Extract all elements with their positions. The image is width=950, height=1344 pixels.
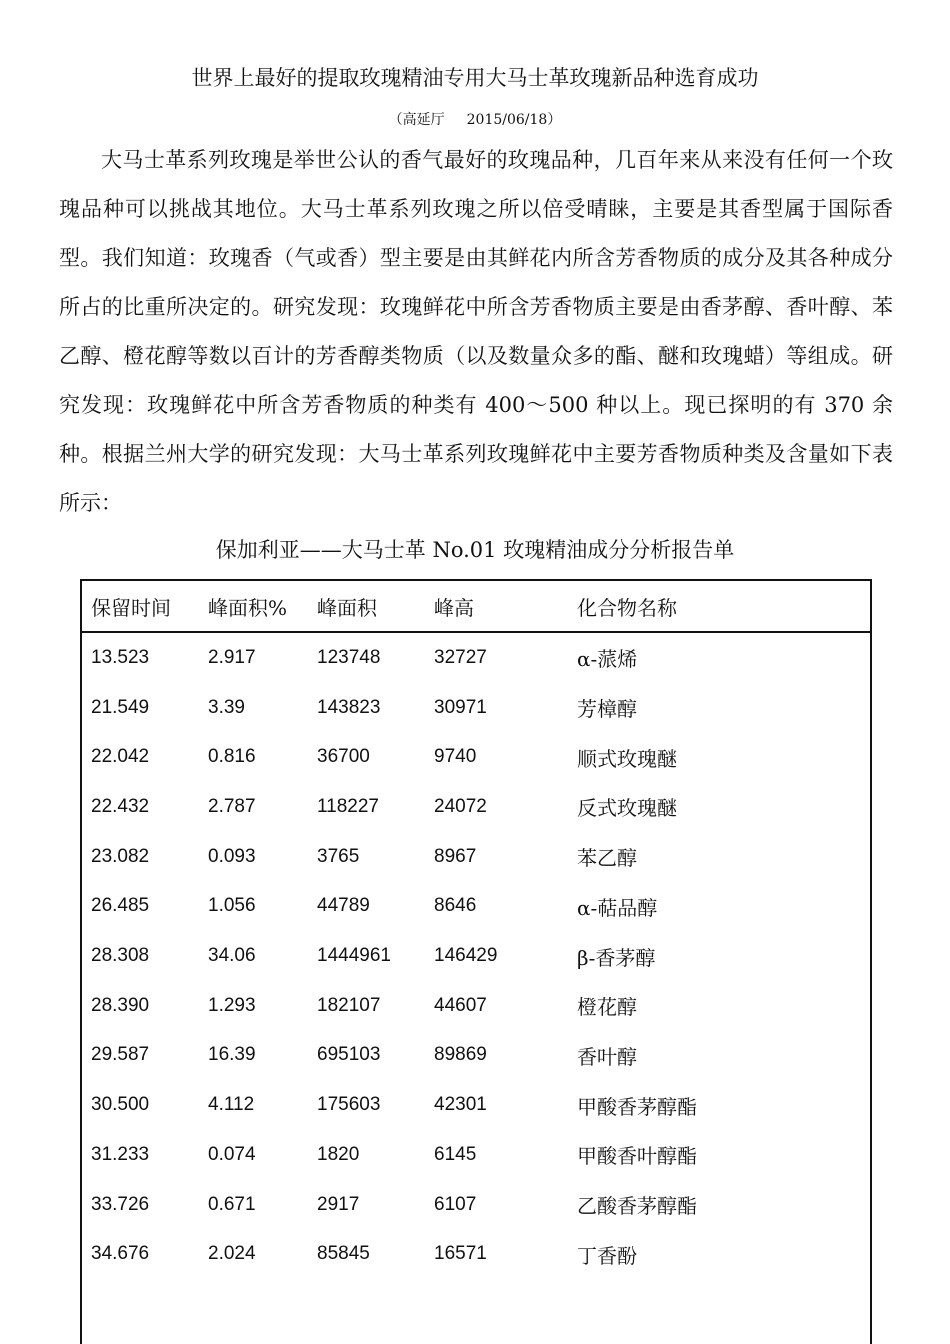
table-row	[82, 832, 870, 882]
cell-compound-name: α-萜品醇	[577, 895, 658, 920]
cell-peak-area-percent: 0.671	[208, 1193, 256, 1215]
table-header-row	[82, 581, 870, 633]
cell-retention-time: 28.390	[91, 994, 150, 1016]
table-row	[82, 931, 870, 981]
cell-peak-area: 1820	[317, 1143, 360, 1165]
cell-retention-time: 33.726	[91, 1193, 150, 1215]
cell-peak-area: 118227	[317, 795, 379, 817]
cell-peak-area-percent: 1.056	[208, 895, 256, 917]
cell-peak-height: 30971	[434, 696, 487, 718]
cell-retention-time: 31.233	[91, 1143, 150, 1165]
table-row	[82, 882, 870, 932]
table-row	[82, 732, 870, 782]
table-row	[82, 1180, 870, 1230]
cell-retention-time: 13.523	[91, 646, 150, 668]
table-row	[82, 782, 870, 832]
cell-peak-height: 6145	[434, 1143, 477, 1165]
cell-peak-height: 8967	[434, 845, 477, 867]
header-peak-area-percent: 峰面积%	[208, 595, 288, 620]
cell-peak-height: 89869	[434, 1044, 487, 1066]
cell-peak-area-percent: 3.39	[208, 696, 245, 718]
cell-retention-time: 22.432	[91, 795, 150, 817]
cell-compound-name: 丁香酚	[577, 1243, 637, 1268]
cell-compound-name: α-蒎烯	[577, 647, 638, 672]
byline-open-paren: （	[388, 112, 403, 128]
cell-retention-time: 23.082	[91, 845, 150, 867]
cell-compound-name: 反式玫瑰醚	[577, 796, 677, 821]
cell-peak-height: 9740	[434, 746, 477, 768]
cell-peak-height: 32727	[434, 646, 487, 668]
cell-peak-area: 695103	[317, 1044, 381, 1066]
composition-table	[80, 579, 872, 1344]
table-row	[82, 1130, 870, 1180]
cell-peak-area: 143823	[317, 696, 381, 718]
body-paragraph: 大马士革系列玫瑰是举世公认的香气最好的玫瑰品种，几百年来从来没有任何一个玫瑰品种可以挑战其地位。大马士革系列玫瑰之所以倍受晴睐，主要是其香型属于国际香型。我们知道：玫瑰香（气或香）型主要是由其鲜花内所含芳香物质的成分及其各种成分所占的比重所决定的。研究发现：玫瑰鲜花中所含芳香物质主要是由香茅醇、香叶醇、苯乙醇、橙花醇等数以百计的芳香醇类物质（以及数量众多的酯、醚和玫瑰蜡）等组成。研究发现：玫瑰鲜花中所含芳香物质的种类有 400～500 种以上。现已探明的有 370 余种。根据兰州大学的研究发现：大马士革系列玫瑰鲜花中主要芳香物质种类及含量如下表所示：	[59, 148, 893, 515]
cell-peak-area-percent: 2.917	[208, 646, 256, 668]
cell-retention-time: 21.549	[91, 696, 150, 718]
header-peak-height: 峰高	[434, 595, 474, 620]
cell-compound-name: 甲酸香叶醇酯	[577, 1144, 697, 1169]
cell-peak-area: 175603	[317, 1094, 381, 1116]
table-row	[82, 1031, 870, 1081]
cell-peak-height: 8646	[434, 895, 477, 917]
table-row	[82, 633, 870, 683]
cell-peak-area-percent: 2.024	[208, 1243, 256, 1265]
cell-peak-area: 182107	[317, 994, 381, 1016]
cell-retention-time: 34.676	[91, 1243, 150, 1265]
cell-compound-name: 香叶醇	[577, 1044, 637, 1069]
header-peak-area: 峰面积	[317, 595, 377, 620]
table-row	[82, 683, 870, 733]
byline-close-paren: ）	[547, 112, 562, 128]
cell-peak-area-percent: 16.39	[208, 1044, 256, 1066]
cell-peak-height: 16571	[434, 1243, 487, 1265]
cell-peak-area: 85845	[317, 1243, 370, 1265]
cell-peak-area: 123748	[317, 646, 381, 668]
cell-peak-area: 3765	[317, 845, 360, 867]
header-retention-time: 保留时间	[91, 595, 171, 620]
cell-compound-name: β-香茅醇	[577, 945, 656, 970]
byline-date: 2015/06/18	[466, 112, 548, 128]
cell-compound-name: 顺式玫瑰醚	[577, 746, 677, 771]
cell-peak-area-percent: 1.293	[208, 994, 256, 1016]
table-row	[82, 1080, 870, 1130]
header-compound-name: 化合物名称	[577, 595, 677, 620]
cell-peak-area-percent: 4.112	[208, 1094, 255, 1116]
cell-compound-name: 芳樟醇	[577, 697, 637, 722]
cell-peak-area-percent: 2.787	[208, 795, 256, 817]
byline-author: 高延厅	[402, 112, 445, 128]
table-row	[82, 981, 870, 1031]
page-title: 世界上最好的提取玫瑰精油专用大马士革玫瑰新品种选育成功	[191, 66, 759, 90]
cell-retention-time: 29.587	[91, 1044, 150, 1066]
cell-peak-height: 42301	[434, 1094, 487, 1116]
cell-peak-area-percent: 0.093	[208, 845, 256, 867]
cell-peak-height: 24072	[434, 795, 487, 817]
cell-peak-area: 44789	[317, 895, 370, 917]
cell-peak-area-percent: 0.816	[208, 746, 256, 768]
cell-peak-area-percent: 34.06	[208, 945, 256, 967]
cell-peak-height: 146429	[434, 945, 498, 967]
cell-retention-time: 30.500	[91, 1094, 150, 1116]
cell-retention-time: 26.485	[91, 895, 150, 917]
table-row	[82, 1229, 870, 1279]
table-caption: 保加利亚——大马士革 No.01 玫瑰精油成分分析报告单	[215, 538, 735, 562]
cell-retention-time: 28.308	[91, 945, 150, 967]
cell-peak-height: 6107	[434, 1193, 477, 1215]
cell-peak-area: 36700	[317, 746, 370, 768]
cell-peak-height: 44607	[434, 994, 487, 1016]
cell-peak-area: 1444961	[317, 945, 391, 967]
cell-peak-area: 2917	[317, 1193, 360, 1215]
cell-compound-name: 苯乙醇	[577, 846, 637, 871]
cell-peak-area-percent: 0.074	[208, 1143, 256, 1165]
cell-compound-name: 橙花醇	[577, 995, 637, 1020]
cell-compound-name: 乙酸香茅醇酯	[577, 1194, 697, 1219]
cell-compound-name: 甲酸香茅醇酯	[577, 1094, 697, 1119]
cell-retention-time: 22.042	[91, 746, 150, 768]
byline	[0, 110, 950, 130]
